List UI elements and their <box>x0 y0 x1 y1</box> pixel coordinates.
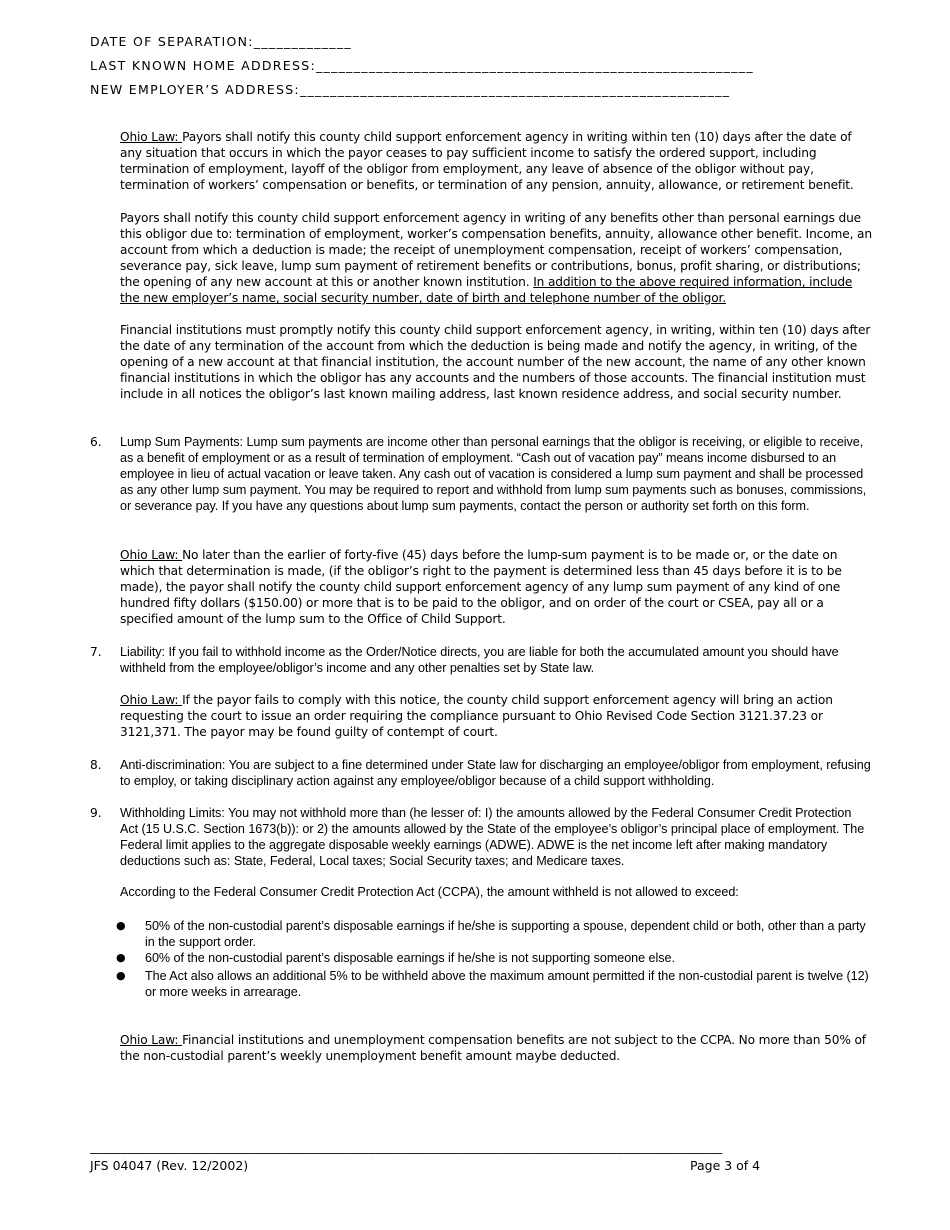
ohio-law-text: No later than the earlier of forty-five (45) days before the lump-sum payment is to be made or, or the date on which that determination is made, (if the obligor’s right to the payment is determined less than 45 days before it is to be made), the payor shall notify the county child support enforcement agency of any lump sum payment of any kind of one hundred fifty dollars ($150.00) or more that is to be paid to the obligor, and on order of the court or CSEA, pay all or a specified amount of the lump sum to the Office of Child Support. <box>120 548 842 626</box>
bullet-icon: ● <box>116 969 126 982</box>
liability-paragraph: Liability: If you fail to withhold income as the Order/Notice directs, you are liable for both the accumulated amount you should have withheld from the employee/obligor’s income and any other penalties set by State law. <box>120 645 839 675</box>
withholding-limits-paragraph: Withholding Limits: You may not withhold more than (he lesser of: I) the amounts allowed by the Federal Consumer Credit Protection Act (15 U.S.C. Section 1673(b)): or 2) the amounts allowed by the State of the employee’s obligor’s principal place of employment. The Federal limit applies to the aggregate disposable weekly earnings (ADWE). ADWE is the net income left after making mandatory deductions such as: State, Federal, Local taxes; Social Security taxes; and Medicare taxes. <box>120 806 865 868</box>
date-of-separation-field: DATE OF SEPARATION:_____________ <box>90 34 352 49</box>
item-number: 6. <box>90 435 102 449</box>
ohio-law-label: Ohio Law: <box>120 693 183 707</box>
form-id: JFS 04047 (Rev. 12/2002) <box>90 1158 249 1173</box>
ccpa-limit-item: 60% of the non-custodial parent’s disposable earnings if he/she is not supporting someone else. <box>145 951 675 965</box>
ohio-law-label: Ohio Law: <box>120 548 183 562</box>
item-number: 8. <box>90 758 102 772</box>
footer-rule: ______________________________________________________________________________________________________ <box>90 1140 723 1154</box>
lump-sum-payments-paragraph: Lump Sum Payments: Lump sum payments are income other than personal earnings that the obligor is receiving, or eligible to receive, as a benefit of employment or as a result of termination of employment. “Cash out of vacation pay” means income disbursed to an employee in lieu of actual vacation or leave taken. Any cash out of vacation is considered a lump sum payment and shall be processed as any other lump sum payment. You may be required to report and withhold from lump sum payments such as bonuses, commissions, or severance pay. If you have any questions about lump sum payments, contact the person or authority set forth on this form. <box>120 435 867 513</box>
ccpa-limit-item: The Act also allows an additional 5% to be withheld above the maximum amount permitted if the non-custodial parent is twelve (12) or more weeks in arrearage. <box>145 969 869 999</box>
ohio-law-payor-notify-paragraph <box>120 129 872 193</box>
bullet-icon: ● <box>116 919 126 932</box>
lump-sum-ohio-law-paragraph <box>120 547 872 627</box>
payors-benefits-text: Payors shall notify this county child support enforcement agency in writing of any benefits other than personal earnings due this obligor due to: termination of employment, worker’s compensation benefits, annuity, allowance other benefit. Income, an account from which a deduction is made; the receipt of unemployment compensation, receipt of workers’ compensation, severance pay, sick leave, lump sum payment of retirement benefits or contributions, bonus, profit sharing, or distributions; the opening of any new account at this or another known institution. <box>120 211 872 289</box>
item-number: 7. <box>90 645 102 659</box>
ccpa-limit-item: 50% of the non-custodial parent’s disposable earnings if he/she is supporting a spouse, dependent child or both, other than a party in the support order. <box>145 919 866 949</box>
ohio-law-text: Payors shall notify this county child support enforcement agency in writing within ten (10) days after the date of any situation that occurs in which the payor ceases to pay sufficient income to satisfy the ordered support, including termination of employment, layoff of the obligor from employment, any leave of absence of the obligor without pay, termination of workers’ compensation or benefits, or termination of any pension, annuity, allowance, or retirement benefit. <box>120 130 854 192</box>
new-employer-address-field: NEW EMPLOYER’S ADDRESS:_________________________________________________________ <box>90 82 731 97</box>
item-number: 9. <box>90 806 102 820</box>
ohio-law-label: Ohio Law: <box>120 1033 183 1047</box>
ccpa-ohio-law-paragraph <box>120 1032 872 1064</box>
financial-institutions-paragraph: Financial institutions must promptly notify this county child support enforcement agency, in writing, within ten (10) days after the date of any termination of the account from which the deduction is being made and notify the agency, in writing, of the opening of a new account at that financial institution, the account number of the new account, the name of any other known financial institutions in which the obligor has any accounts and the numbers of those accounts. The financial institution must include in all notices the obligor’s last known mailing address, last known residence address, and social security number. <box>120 323 871 401</box>
liability-ohio-law-paragraph <box>120 692 872 740</box>
anti-discrimination-paragraph: Anti-discrimination: You are subject to a fine determined under State law for discharging an employee/obligor from employment, refusing to employ, or taking disciplinary action against any employee/obligor because of a child support withholding. <box>120 758 871 788</box>
ohio-law-text: Financial institutions and unemployment compensation benefits are not subject to the CCPA. No more than 50% of the non-custodial parent’s weekly unemployment benefit amount maybe deducted. <box>120 1033 866 1063</box>
payors-benefits-paragraph <box>120 210 872 306</box>
ohio-law-text: If the payor fails to comply with this notice, the county child support enforcement agency will bring an action requesting the court to issue an order requiring the compliance pursuant to Ohio Revised Code Section 3121.37.23 or 3121,371. The payor may be found guilty of contempt of court. <box>120 693 833 739</box>
page-number: Page 3 of 4 <box>690 1158 761 1173</box>
bullet-icon: ● <box>116 951 126 964</box>
ccpa-intro: According to the Federal Consumer Credit Protection Act (CCPA), the amount withheld is not allowed to exceed: <box>120 885 739 899</box>
last-known-home-address-field: LAST KNOWN HOME ADDRESS:__________________________________________________________ <box>90 58 754 73</box>
payors-benefits-underlined: In addition to the above required information, include the new employer’s name, social security number, date of birth and telephone number of the obligor. <box>120 275 853 305</box>
ohio-law-label: Ohio Law: <box>120 130 183 144</box>
